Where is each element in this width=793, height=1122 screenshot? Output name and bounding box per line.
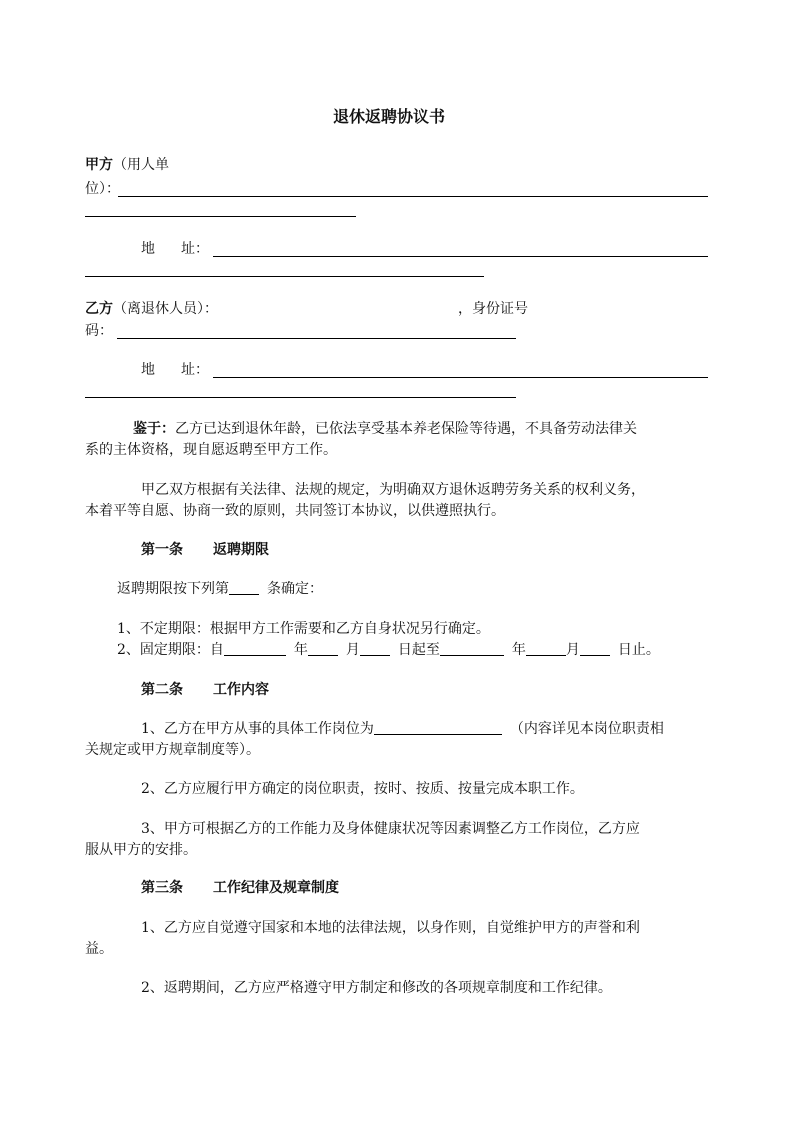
article-1-term-line [117,580,323,598]
party-b-paren-label: （离退休人员）： [113,301,218,317]
recital-text-1: 乙方已达到退休年龄，已依法享受基本养老保险等待遇，不具备劳动法律关 [175,421,637,437]
article-3-p1-line-2: 益。 [85,941,113,957]
party-b-address-label-1: 地 [141,362,155,378]
article-1-month-2: 月 [565,642,580,658]
article-2-p1-a: 1、乙方在甲方从事的具体工作岗位为 [141,721,374,737]
party-a-name-field-cont[interactable] [85,216,356,217]
article-1-item-2 [117,641,660,659]
party-a-address-label-2: 址： [181,241,209,257]
party-b-address-field-cont[interactable] [85,397,516,398]
article-3-p1-line-1: 1、乙方应自觉遵守国家和本地的法律法规，以身作则，自觉维护甲方的声誉和利 [141,920,640,936]
party-b-address-label-2: 址： [181,362,209,378]
article-2-p3-line-1: 3、甲方可根据乙方的工作能力及身体健康状况等因素调整乙方工作岗位，乙方应 [141,821,640,837]
article-2-p3-line-2: 服从甲方的安排。 [85,842,197,858]
start-month-field[interactable] [308,641,338,656]
recital-line-1 [133,420,637,438]
article-1-number: 第一条 [141,542,183,558]
party-a-label: 甲方 [85,157,113,173]
article-1-title: 返聘期限 [213,542,269,558]
article-1-month: 月 [345,642,360,658]
article-2-title: 工作内容 [213,682,269,698]
recital-line-2: 系的主体资格，现自愿返聘至甲方工作。 [85,442,337,458]
start-day-field[interactable] [360,641,390,656]
article-3-p2: 2、返聘期间，乙方应严格遵守甲方制定和修改的各项规章制度和工作纪律。 [141,980,612,996]
end-year-field[interactable] [440,641,504,656]
article-2-p2: 2、乙方应履行甲方确定的岗位职责，按时、按质、按量完成本职工作。 [141,781,584,797]
party-a-label-cont: 位）： [85,181,120,197]
article-2-p1-line-2: 关规定或甲方规章制度等）。 [85,742,260,758]
start-year-field[interactable] [224,641,286,656]
article-2-p1-line-1 [141,720,664,738]
end-month-field[interactable] [526,641,566,656]
party-b-id-field[interactable] [117,338,516,339]
party-a-address-label-1: 地 [141,241,155,257]
party-a-name-field[interactable] [118,196,708,197]
preamble-line-1: 甲乙双方根据有关法律、法规的规定，为明确双方退休返聘劳务关系的权利义务， [141,482,645,498]
party-b-label: 乙方 [85,301,113,317]
recital-lead: 鉴于： [133,421,175,437]
article-2-p1-b: （内容详见本岗位职责相 [509,721,664,737]
preamble-line-2: 本着平等自愿、协商一致的原则，共同签订本协议，以供遵照执行。 [85,503,505,519]
party-b-id-label: ，身份证号 [458,301,528,317]
job-position-field[interactable] [374,720,502,735]
party-a-paren-label: （用人单 [113,157,169,173]
party-a-label-line [85,156,169,174]
article-1-year: 年 [293,642,308,658]
article-1-item-2-a: 2、固定期限：自 [117,642,224,658]
party-a-address-field[interactable] [213,256,708,257]
article-1-term-b: 条确定： [267,581,323,597]
end-day-field[interactable] [580,641,610,656]
article-1-item-1: 1、不定期限：根据甲方工作需要和乙方自身状况另行确定。 [117,621,490,637]
article-1-year-2: 年 [511,642,526,658]
article-3-number: 第三条 [141,880,183,896]
party-b-id-label-cont: 码： [85,323,113,339]
article-1-end: 日止。 [617,642,660,658]
party-a-address-field-cont[interactable] [85,276,484,277]
article-1-term-a: 返聘期限按下列第 [117,581,229,597]
party-b-address-field[interactable] [213,377,708,378]
document-title: 退休返聘协议书 [333,107,446,126]
article-2-number: 第二条 [141,682,183,698]
article-3-title: 工作纪律及规章制度 [213,880,339,896]
party-b-label-line [85,300,218,318]
article-1-term-number-field[interactable] [229,580,259,595]
article-1-from: 日起至 [397,642,440,658]
